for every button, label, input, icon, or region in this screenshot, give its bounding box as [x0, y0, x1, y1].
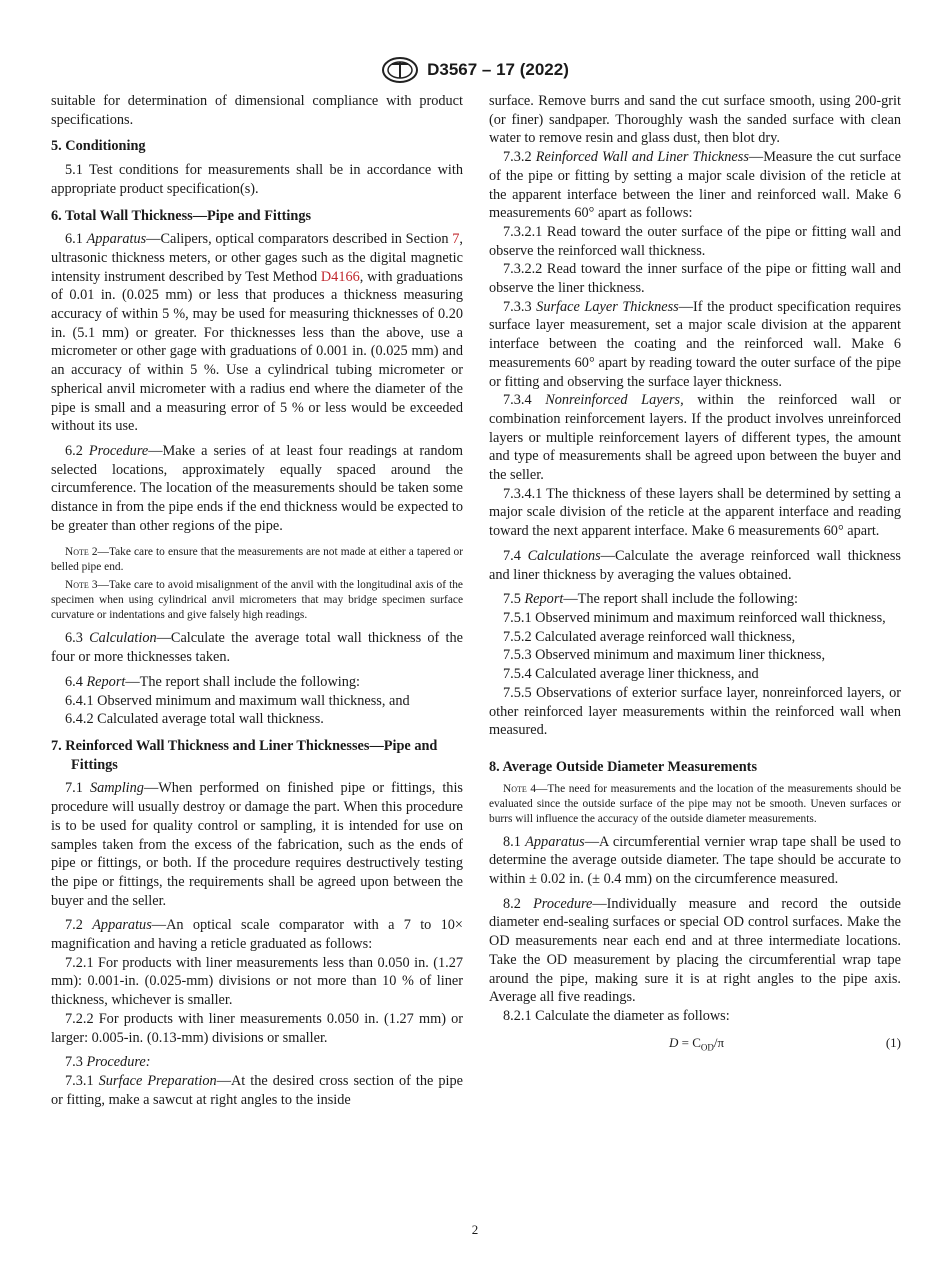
equation-number: (1) — [885, 1034, 901, 1050]
paragraph: 7.2 Apparatus—An optical scale comparator with a 7 to 10× magnification and having a reticle graduated as follows: — [51, 917, 463, 953]
standard-link[interactable]: D4166 — [320, 268, 360, 285]
document-designation: D3567 – 17 (2022) — [427, 60, 569, 79]
paragraph: 7.3.4.1 The thickness of these layers shall be determined by setting a major scale division of the reticle at the apparent interface and reading toward the next apparent interface. Make 6 measurements 60° apart. — [489, 485, 901, 540]
paragraph: 8.2.1 Calculate the diameter as follows: — [503, 1007, 730, 1024]
paragraph: 7.5.3 Observed minimum and maximum liner thickness, — [503, 647, 826, 664]
paragraph: 7.5.1 Observed minimum and maximum reinforced wall thickness, — [503, 609, 886, 626]
section-heading: 8. Average Outside Diameter Measurements — [489, 758, 758, 775]
paragraph: 7.3.2.1 Read toward the outer surface of the pipe or fitting wall and observe the reinforced wall thickness. — [489, 223, 901, 259]
page-number: 2 — [471, 1222, 479, 1237]
paragraph: 6.1 Apparatus—Calipers, optical comparators described in Section 7, ultrasonic thickness meters, or other gages such as the digital magnetic intensity instrument described by Test Method D4166, with graduations of 0.01 in. (0.025 mm) or less that produces a thickness measuring accuracy of within 5 %, may be used for measuring thicknesses of 0.20 in. (5.1 mm) or greater. For thicknesses less than the above, use a micrometer or other gage with graduations of 0.001 in. (0.025 mm) and an accuracy of within 5 %. Use a cylindrical tubing micrometer or spherical anvil micrometer with a radius end where the diameter of the pipe is small and a measuring error of 5 % or less would be exceeded without its use. — [51, 231, 463, 435]
paragraph: 7.4 Calculations—Calculate the average reinforced wall thickness and liner thickness by averaging the values obtained. — [489, 547, 901, 583]
paragraph: 6.4.2 Calculated average total wall thickness. — [65, 711, 324, 728]
paragraph: 7.3.1 Surface Preparation—At the desired cross section of the pipe or fitting, make a sawcut at right angles to the inside — [51, 1072, 464, 1108]
section-heading: 7. Reinforced Wall Thickness and Liner Thicknesses—Pipe and Fittings — [51, 737, 438, 773]
paragraph: 6.4.1 Observed minimum and maximum wall thickness, and — [65, 692, 410, 709]
paragraph: 8.1 Apparatus—A circumferential vernier wrap tape shall be used to determine the average outside diameter. The tape should be accurate to within ± 0.02 in. (± 0.4 mm) on the circumference measured. — [489, 833, 901, 888]
page-header — [0, 56, 950, 84]
paragraph: 5.1 Test conditions for measurements shall be in accordance with appropriate product specification(s). — [51, 162, 463, 197]
paragraph: 7.5 Report—The report shall include the following: — [503, 591, 799, 608]
paragraph: 7.3.2.2 Read toward the inner surface of the pipe or fitting wall and observe the liner thickness. — [489, 261, 901, 297]
paragraph: 7.3.4 Nonreinforced Layers, within the reinforced wall or combination reinforcement layers. If the product involves unreinforced layers or multiple reinforcement layers of different types, the amount and type of measurements shall be agreed upon between the buyer and the seller. — [489, 392, 901, 484]
paragraph: 7.3 Procedure: — [65, 1054, 151, 1071]
paragraph: 6.3 Calculation—Calculate the average total wall thickness of the four or more thicknesses taken. — [51, 630, 463, 666]
paragraph: 6.4 Report—The report shall include the following: — [65, 673, 361, 690]
paragraph: 7.3.3 Surface Layer Thickness—If the product specification requires surface layer measurement, set a major scale division at the apparent interface between the coating and the reinforced wall. Make 6 measurements 60° apart by reading toward the outer surface of the pipe or fitting and observing the surface layer thickness. — [489, 298, 902, 390]
paragraph: 7.5.2 Calculated average reinforced wall thickness, — [503, 628, 796, 645]
paragraph: 7.5.4 Calculated average liner thickness, and — [503, 666, 759, 683]
section-link[interactable]: 7 — [452, 231, 460, 248]
paragraph: 7.5.5 Observations of exterior surface layer, nonreinforced layers, or other reinforced layer measurements within the reinforced wall when measured. — [489, 684, 901, 739]
right-column — [489, 92, 901, 1057]
left-column — [51, 92, 463, 1109]
note: Note 2—Take care to ensure that the measurements are not made at either a tapered or belled pipe end. — [51, 546, 463, 574]
equation-formula: $D = C_{OD}/\pi$ — [669, 1034, 725, 1053]
astm-logo-icon — [381, 56, 419, 84]
paragraph: 6.2 Procedure—Make a series of at least four readings at random selected locations, approximately equally spaced around the circumference. The location of the measurements should be taken some distance in from the pipe ends if the end thickness would be expected to be greater than other regions of the pipe. — [51, 442, 463, 534]
paragraph: 7.1 Sampling—When performed on finished pipe or fittings, this procedure will usually destroy or damage the part. When this procedure is to be used for quality control or sampling, it is intended for use on samples taken from the excess of the fabrication, such as the ends of pipe or fittings, or both. If the procedure requires destructively testing the pipe or fittings, the requirements shall be agreed upon between the buyer and the seller. — [51, 780, 463, 909]
note: Note 3—Take care to avoid misalignment of the anvil with the longitudinal axis of the specimen when using cylindrical anvil micrometers that may bridge specimen surface curvature or indentations and give falsely high readings. — [51, 579, 463, 622]
equation — [489, 1034, 901, 1057]
section-heading: 5. Conditioning — [51, 138, 146, 155]
paragraph: 7.2.2 For products with liner measurements 0.050 in. (1.27 mm) or larger: 0.005-in. (0.13-mm) divisions or smaller. — [51, 1010, 463, 1046]
paragraph: suitable for determination of dimensional compliance with product specifications. — [51, 93, 463, 128]
paragraph: 7.3.2 Reinforced Wall and Liner Thickness—Measure the cut surface of the pipe or fitting by setting a major scale division of the reticle at the apparent interface between the liner and reinforced wall. Make 6 measurements 60° apart as follows: — [489, 149, 901, 222]
note: Note 4—The need for measurements and the location of the measurements should be evaluated since the outside surface of the pipe may not be smooth. Uneven surfaces or burrs will influence the accuracy of the outside diameter measurements. — [489, 782, 901, 825]
paragraph: surface. Remove burrs and sand the cut surface smooth, using 200-grit (or finer) sandpaper. Thoroughly wash the sanded surface with clean water to remove resin and glass dust, then blot dry. — [489, 93, 901, 147]
paragraph: 8.2 Procedure—Individually measure and record the outside diameter end-sealing surfaces or special OD control surfaces. Make the OD measurements near each end and at three intermediate locations. Take the OD measurement by placing the circumferential wrap tape around the pipe, making sure it is at right angles to the pipe axis. Average all five readings. — [489, 895, 901, 1006]
section-heading: 6. Total Wall Thickness—Pipe and Fittings — [51, 207, 312, 224]
paragraph: 7.2.1 For products with liner measurements less than 0.050 in. (1.27 mm): 0.001-in. (0.025-mm) divisions or not more than 10 % of liner thickness, whichever is smaller. — [51, 954, 463, 1009]
